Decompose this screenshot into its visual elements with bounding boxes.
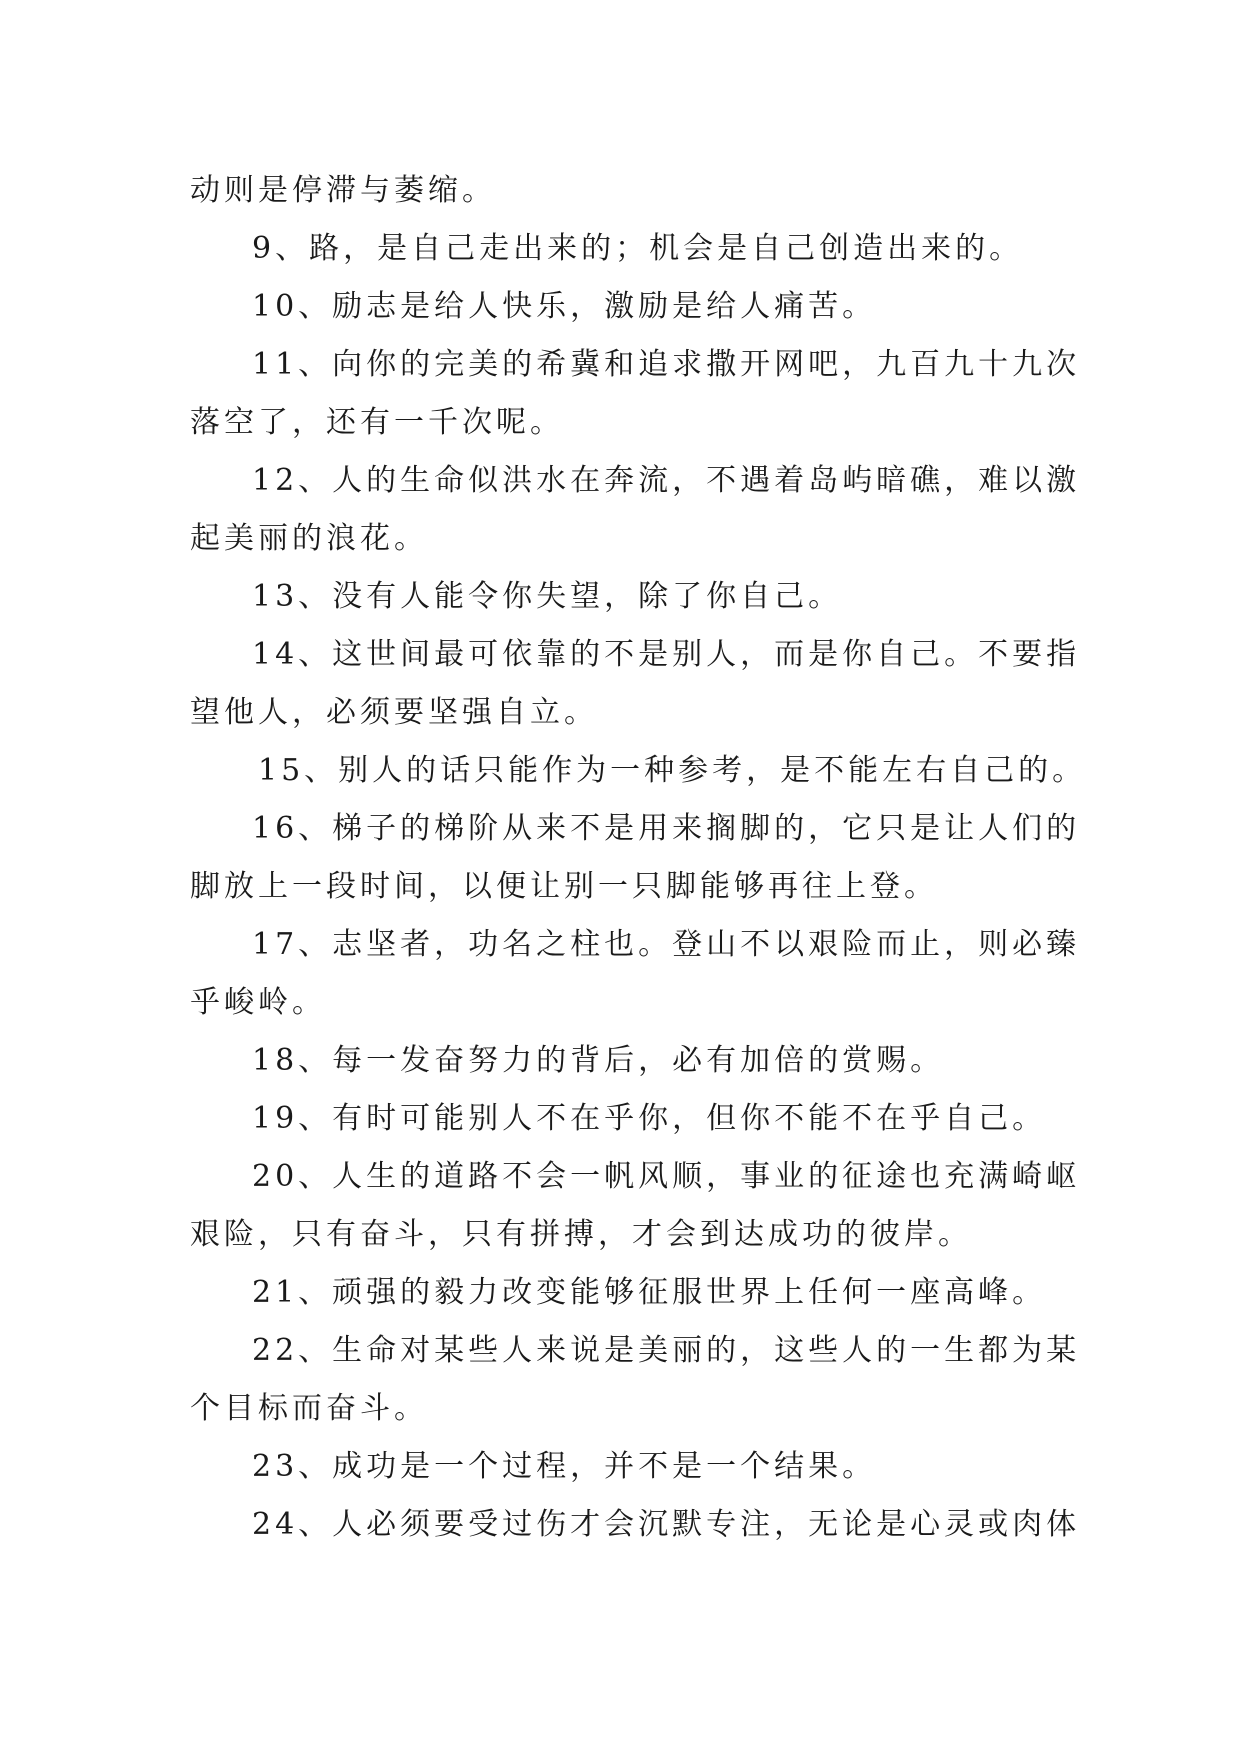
quote-line: 9、路，是自己走出来的；机会是自己创造出来的。 xyxy=(252,231,1024,266)
quote-line: 18、每一发奋努力的背后，必有加倍的赏赐。 xyxy=(252,1043,945,1078)
quote-line: 19、有时可能别人不在乎你，但你不能不在乎自己。 xyxy=(252,1101,1047,1136)
quote-line: 24、人必须要受过伤才会沉默专注，无论是心灵或肉体 xyxy=(252,1507,1081,1542)
text-line: 起美丽的浪花。 xyxy=(190,521,428,556)
text-line: 乎峻岭。 xyxy=(190,985,326,1020)
quote-line: 20、人生的道路不会一帆风顺，事业的征途也充满崎岖 xyxy=(252,1159,1081,1194)
text-line: 动则是停滞与萎缩。 xyxy=(190,173,496,208)
quote-line: 22、生命对某些人来说是美丽的，这些人的一生都为某 xyxy=(252,1333,1081,1368)
text-line: 望他人，必须要坚强自立。 xyxy=(190,695,598,730)
text-line: 脚放上一段时间，以便让别一只脚能够再往上登。 xyxy=(190,869,938,904)
quote-line: 21、顽强的毅力改变能够征服世界上任何一座高峰。 xyxy=(252,1275,1047,1310)
text-line: 艰险，只有奋斗，只有拼搏，才会到达成功的彼岸。 xyxy=(190,1217,972,1252)
quote-line: 12、人的生命似洪水在奔流，不遇着岛屿暗礁，难以激 xyxy=(252,463,1081,498)
quote-line: 11、向你的完美的希冀和追求撒开网吧，九百九十九次 xyxy=(252,347,1081,382)
quote-line: 16、梯子的梯阶从来不是用来搁脚的，它只是让人们的 xyxy=(252,811,1081,846)
quote-line: 10、励志是给人快乐，激励是给人痛苦。 xyxy=(252,289,877,324)
text-line: 落空了，还有一千次呢。 xyxy=(190,405,564,440)
quote-line: 17、志坚者，功名之柱也。登山不以艰险而止，则必臻 xyxy=(252,927,1081,962)
text-line: 个目标而奋斗。 xyxy=(190,1391,428,1426)
quote-line: 13、没有人能令你失望，除了你自己。 xyxy=(252,579,843,614)
quote-line: 14、这世间最可依靠的不是别人，而是你自己。不要指 xyxy=(252,637,1081,672)
document-body xyxy=(190,162,1087,1554)
quote-line: 23、成功是一个过程，并不是一个结果。 xyxy=(252,1449,877,1484)
quote-line: 15、别人的话只能作为一种参考，是不能左右自己的。 xyxy=(258,753,1087,788)
